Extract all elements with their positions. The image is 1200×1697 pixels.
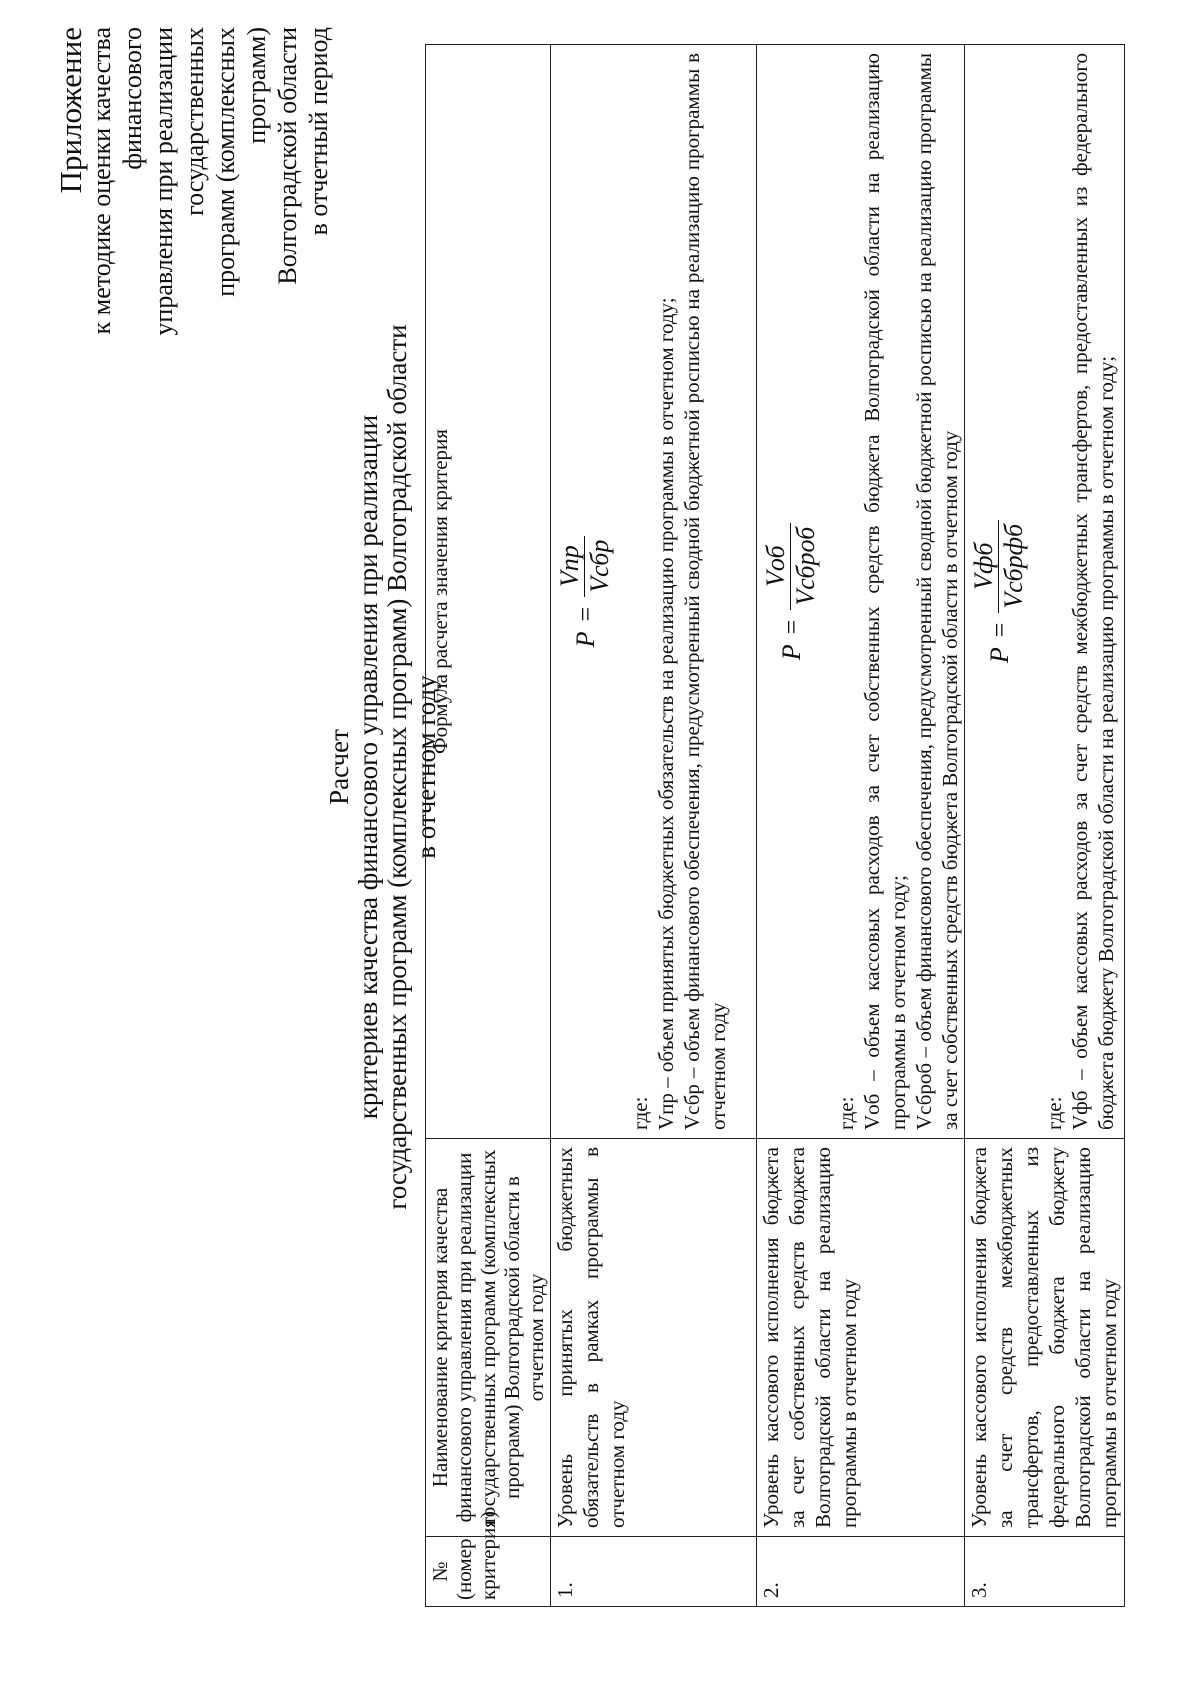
criterion-name: Уровень кассового исполнения бюджета за счет собственных средств бюджета Волгоградской области на реализацию программы в отчетном году [757,1139,965,1537]
equals-sign: = [984,622,1014,638]
variable-definition: Vпр – объем принятых бюджетных обязательств на реализацию программы в отчетном году; [654,297,678,1130]
formula [966,53,1037,1130]
variable-definition: Vфб – объем кассовых расходов за счет средств межбюджетных трансфертов, предоставленных из федерального бюджета бюджету Волгоградской области на реализацию программы в отчетном году; [1068,53,1118,1130]
criterion-formula-cell [757,45,965,1139]
formula [758,53,829,1130]
formula [552,53,623,1130]
criteria-table [425,44,1125,1607]
fraction-denominator: Vсбрфб [998,520,1029,613]
equals-sign: = [776,619,806,635]
criterion-formula-cell [965,45,1125,1139]
criterion-name: Уровень кассового исполнения бюджета за счет средств межбюджетных трансфертов, предоставленных из федерального бюджета бюджету Волгоградской области на реализацию программы в отчетном году [965,1139,1125,1537]
table-row [757,45,965,1607]
appendix-line: к методике оценки качества финансового [87,27,147,335]
criterion-number: 1. [551,1537,757,1607]
fraction [556,536,615,597]
fraction [970,520,1029,613]
fraction-numerator: Vоб [761,545,790,588]
fraction-denominator: Vсброб [790,523,821,610]
fraction-numerator: Vфб [969,542,998,590]
title-line: государственных программ (комплексных программ) Волгоградской области [382,324,412,1210]
appendix-line: управления при реализации государственных [149,27,209,336]
variable-definition: Vсброб – объем финансового обеспечения, предусмотренный сводной бюджетной росписью на реализацию программы за счет собственных средств бюджета Волгоградской области в отчетном году [912,53,962,1130]
appendix-line: Волгоградской области [273,27,302,285]
criterion-number: 2. [757,1537,965,1607]
header-number: № (номер критерия) [426,1537,551,1607]
variable-definition: Vсбр – объем финансового обеспечения, предусмотренный сводной бюджетной росписью на реализацию программы в отчетном году [680,53,730,1130]
variable-definition: Vоб – объем кассовых расходов за счет собственных средств бюджета Волгоградской области на реализацию программы в отчетном году; [860,53,910,1130]
table-row [965,45,1125,1607]
header-criterion-name: Наименование критерия качества финансового управления при реализации государственных программ (комплексных программ) Волгоградской области в отчетном году [426,1139,551,1537]
appendix-heading: Приложение [53,27,88,194]
formula-lhs: P [570,631,600,648]
where-label: где: [1042,1096,1066,1130]
appendix-header [55,27,334,377]
appendix-line: в отчетный период [304,27,333,236]
equals-sign: = [570,606,600,622]
where-label: где: [628,1096,652,1130]
criterion-formula-cell [551,45,757,1139]
where-label: где: [834,1096,858,1130]
fraction-denominator: Vсбр [584,536,615,597]
fraction-numerator: Vпр [555,545,584,588]
document-title [325,317,441,1217]
formula-lhs: P [776,644,806,661]
fraction [762,523,821,610]
title-word: Расчет [324,729,354,805]
header-formula: Формула расчета значения критерия [426,45,551,1139]
table-header-row [426,45,551,1607]
appendix-line: программ (комплексных программ) [211,27,271,297]
title-line: критериев качества финансового управления при реализации [353,414,383,1120]
formula-lhs: P [984,647,1014,664]
table-row [551,45,757,1607]
title-line: в отчетном году [411,675,441,859]
criterion-number: 3. [965,1537,1125,1607]
criterion-name: Уровень принятых бюджетных обязательств в рамках программы в отчетном году [551,1139,757,1537]
